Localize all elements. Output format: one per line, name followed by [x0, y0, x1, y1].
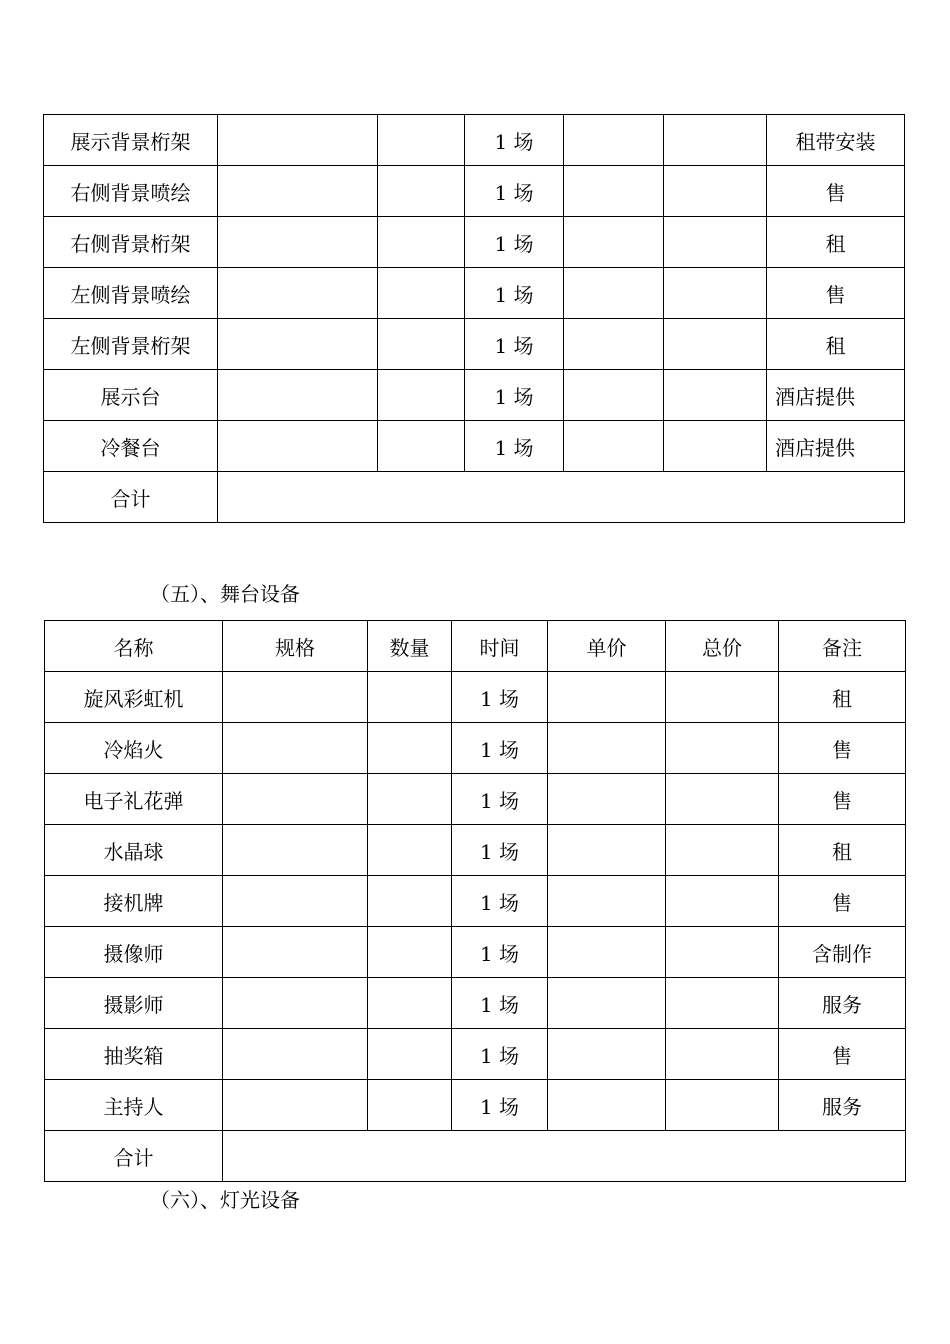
unit-price-cell — [564, 268, 664, 319]
header-quantity: 数量 — [368, 621, 452, 672]
note-cell: 售 — [767, 268, 905, 319]
quantity-cell — [368, 927, 452, 978]
table-row — [45, 774, 906, 825]
header-time: 时间 — [452, 621, 548, 672]
spec-cell — [223, 978, 368, 1029]
total-label: 合计 — [45, 1131, 223, 1182]
spec-cell — [218, 217, 378, 268]
quantity-cell: 1 场 — [465, 421, 564, 472]
table-row — [44, 319, 905, 370]
total-price-cell — [666, 672, 779, 723]
quantity-cell: 1 场 — [465, 217, 564, 268]
item-name: 展示台 — [44, 370, 218, 421]
spec-cell — [218, 370, 378, 421]
header-note: 备注 — [779, 621, 906, 672]
total-price-cell — [666, 978, 779, 1029]
note-cell: 租 — [767, 319, 905, 370]
header-unit-price: 单价 — [548, 621, 666, 672]
header-spec: 规格 — [223, 621, 368, 672]
item-name: 右侧背景喷绘 — [44, 166, 218, 217]
item-name: 摄像师 — [45, 927, 223, 978]
item-name: 左侧背景桁架 — [44, 319, 218, 370]
note-cell: 服务 — [779, 1080, 906, 1131]
note-cell: 租 — [779, 825, 906, 876]
table-row — [44, 217, 905, 268]
item-name: 抽奖箱 — [45, 1029, 223, 1080]
quantity-cell — [368, 978, 452, 1029]
total-price-cell — [664, 166, 767, 217]
blank-cell — [378, 217, 465, 268]
note-cell: 售 — [779, 1029, 906, 1080]
note-cell: 租带安装 — [767, 115, 905, 166]
total-price-cell — [666, 927, 779, 978]
unit-price-cell — [548, 672, 666, 723]
table-row — [45, 927, 906, 978]
quantity-cell — [368, 1080, 452, 1131]
quantity-cell — [368, 723, 452, 774]
unit-price-cell — [548, 978, 666, 1029]
spec-cell — [223, 927, 368, 978]
item-name: 主持人 — [45, 1080, 223, 1131]
table-row — [44, 421, 905, 472]
quantity-cell: 1 场 — [465, 370, 564, 421]
spec-cell — [218, 115, 378, 166]
time-cell: 1 场 — [452, 927, 548, 978]
note-cell: 服务 — [779, 978, 906, 1029]
item-name: 左侧背景喷绘 — [44, 268, 218, 319]
table-row — [45, 825, 906, 876]
unit-price-cell — [548, 927, 666, 978]
note-cell: 酒店提供 — [767, 421, 905, 472]
total-price-cell — [664, 370, 767, 421]
table-row — [45, 1080, 906, 1131]
total-price-cell — [666, 1080, 779, 1131]
time-cell: 1 场 — [452, 774, 548, 825]
spec-cell — [218, 421, 378, 472]
unit-price-cell — [564, 115, 664, 166]
spec-cell — [218, 166, 378, 217]
blank-cell — [378, 115, 465, 166]
table-row — [45, 1029, 906, 1080]
table-row — [44, 370, 905, 421]
table-row — [45, 978, 906, 1029]
item-name: 冷餐台 — [44, 421, 218, 472]
quantity-cell — [368, 876, 452, 927]
unit-price-cell — [548, 1029, 666, 1080]
total-price-cell — [666, 723, 779, 774]
item-name: 水晶球 — [45, 825, 223, 876]
quantity-cell: 1 场 — [465, 268, 564, 319]
table-row — [44, 166, 905, 217]
total-price-cell — [664, 217, 767, 268]
time-cell: 1 场 — [452, 876, 548, 927]
quantity-cell — [368, 672, 452, 723]
spec-cell — [223, 774, 368, 825]
spec-cell — [223, 876, 368, 927]
unit-price-cell — [548, 774, 666, 825]
item-name: 旋风彩虹机 — [45, 672, 223, 723]
item-name: 右侧背景桁架 — [44, 217, 218, 268]
total-label: 合计 — [44, 472, 218, 523]
unit-price-cell — [548, 723, 666, 774]
header-name: 名称 — [45, 621, 223, 672]
note-cell: 售 — [767, 166, 905, 217]
time-cell: 1 场 — [452, 1080, 548, 1131]
section-heading-stage-equipment: （五）、舞台设备 — [150, 582, 300, 606]
unit-price-cell — [564, 166, 664, 217]
time-cell: 1 场 — [452, 825, 548, 876]
time-cell: 1 场 — [452, 723, 548, 774]
table-row — [44, 115, 905, 166]
note-cell: 售 — [779, 876, 906, 927]
time-cell: 1 场 — [452, 1029, 548, 1080]
section-heading-lighting-equipment: （六）、灯光设备 — [150, 1188, 300, 1212]
total-price-cell — [664, 421, 767, 472]
spec-cell — [218, 319, 378, 370]
table-row — [45, 672, 906, 723]
unit-price-cell — [564, 370, 664, 421]
blank-cell — [378, 166, 465, 217]
stage-equipment-table — [44, 620, 906, 1182]
unit-price-cell — [564, 217, 664, 268]
spec-cell — [223, 1080, 368, 1131]
quantity-cell: 1 场 — [465, 319, 564, 370]
quantity-cell — [368, 774, 452, 825]
note-cell: 售 — [779, 774, 906, 825]
spec-cell — [223, 723, 368, 774]
unit-price-cell — [564, 319, 664, 370]
unit-price-cell — [548, 1080, 666, 1131]
spec-cell — [223, 1029, 368, 1080]
total-price-cell — [666, 825, 779, 876]
item-name: 电子礼花弹 — [45, 774, 223, 825]
quantity-cell: 1 场 — [465, 115, 564, 166]
total-row — [44, 472, 905, 523]
total-price-cell — [664, 268, 767, 319]
note-cell: 租 — [779, 672, 906, 723]
total-row — [45, 1131, 906, 1182]
total-price-cell — [666, 1029, 779, 1080]
note-cell: 酒店提供 — [767, 370, 905, 421]
spec-cell — [218, 268, 378, 319]
table-row — [45, 723, 906, 774]
note-cell: 售 — [779, 723, 906, 774]
blank-cell — [378, 268, 465, 319]
note-cell: 租 — [767, 217, 905, 268]
blank-cell — [378, 370, 465, 421]
spec-cell — [223, 672, 368, 723]
item-name: 摄影师 — [45, 978, 223, 1029]
quantity-cell: 1 场 — [465, 166, 564, 217]
total-value-cell — [218, 472, 905, 523]
total-price-cell — [664, 319, 767, 370]
spec-cell — [223, 825, 368, 876]
blank-cell — [378, 319, 465, 370]
item-name: 接机牌 — [45, 876, 223, 927]
unit-price-cell — [548, 825, 666, 876]
quantity-cell — [368, 1029, 452, 1080]
table-row — [44, 268, 905, 319]
item-name: 展示背景桁架 — [44, 115, 218, 166]
total-value-cell — [223, 1131, 906, 1182]
unit-price-cell — [564, 421, 664, 472]
table-header-row — [45, 621, 906, 672]
total-price-cell — [666, 774, 779, 825]
unit-price-cell — [548, 876, 666, 927]
total-price-cell — [666, 876, 779, 927]
quantity-cell — [368, 825, 452, 876]
header-total-price: 总价 — [666, 621, 779, 672]
time-cell: 1 场 — [452, 672, 548, 723]
item-name: 冷焰火 — [45, 723, 223, 774]
total-price-cell — [664, 115, 767, 166]
blank-cell — [378, 421, 465, 472]
note-cell: 含制作 — [779, 927, 906, 978]
props-table-continued — [43, 114, 905, 523]
table-row — [45, 876, 906, 927]
time-cell: 1 场 — [452, 978, 548, 1029]
